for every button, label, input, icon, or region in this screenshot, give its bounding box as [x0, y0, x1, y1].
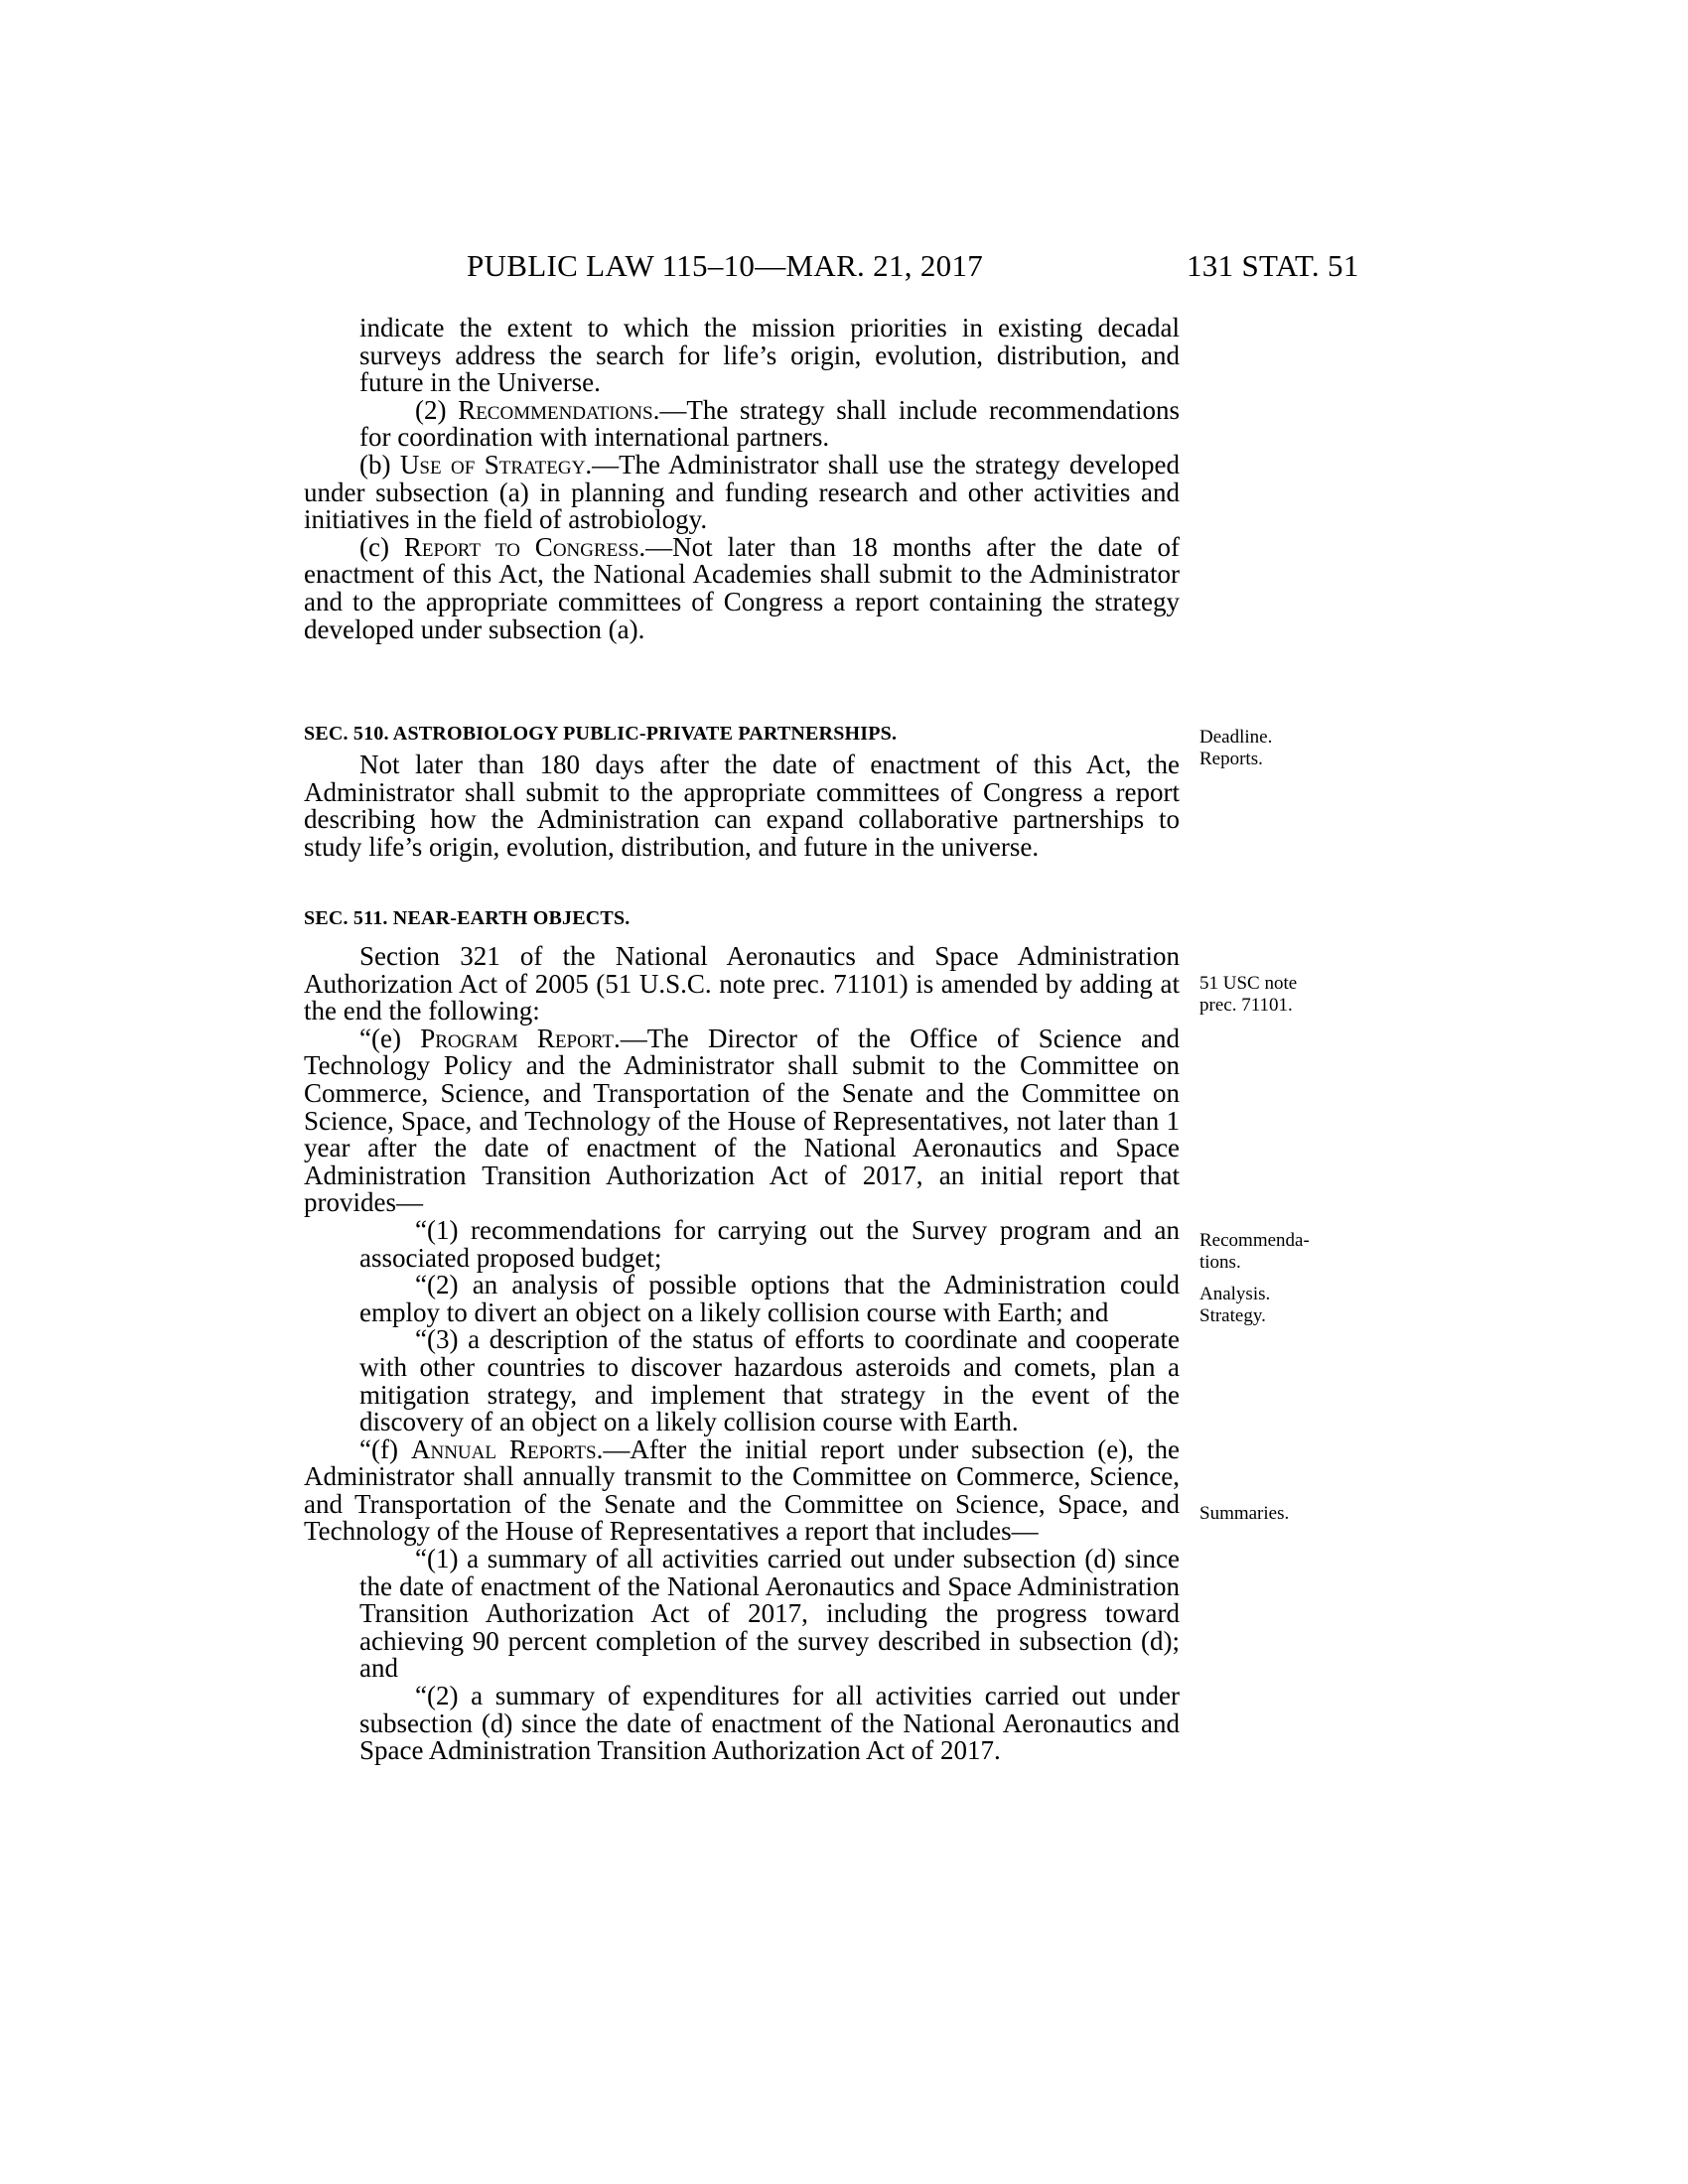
paragraph-text: .—The Administrator shall use the strategy developed under subsection (a) in planning and funding research and other activities and initiatives in the field of astrobiology.	[304, 449, 1181, 535]
page-header-title: PUBLIC LAW 115–10—MAR. 21, 2017	[467, 248, 984, 283]
margin-note-deadline-reports	[1199, 727, 1272, 770]
paragraph-heading: Recommendations	[458, 394, 653, 425]
paragraph-lead: (c)	[359, 531, 404, 562]
paragraph-text: .—After the initial report under subsection (e), the Administrator shall annually transmit to the Committee on Commerce, Science, and Transportation of the Senate and the Committee on Science, Space, and Technology of the House of Representatives a report that includes—	[304, 1433, 1180, 1547]
paragraph-program-report	[304, 1025, 1180, 1217]
paragraph-e2: “(2) an analysis of possible options that the Administration could employ to divert an object on a likely collision course with Earth; and	[359, 1270, 1180, 1327]
margin-note-tions: tions.	[1199, 1252, 1241, 1273]
paragraph-heading: Annual Reports	[410, 1433, 597, 1464]
section-511-heading: SEC. 511. NEAR-EARTH OBJECTS.	[304, 907, 631, 929]
paragraph-text: .—The strategy shall include recommendations for coordination with international partners.	[359, 394, 1180, 453]
paragraph-lead: (b)	[359, 449, 400, 479]
page-header-stat-ref: 131 STAT. 51	[1187, 248, 1359, 283]
paragraph-text: .—Not later than 18 months after the date of enactment of this Act, the National Academies shall submit to the Administrator and to the appropriate committees of Congress a report containing the strategy developed under subsection (a).	[304, 531, 1180, 644]
margin-note-summaries	[1199, 1503, 1289, 1525]
paragraph-lead: (2)	[415, 394, 459, 425]
margin-note-deadline: Deadline.	[1199, 727, 1273, 748]
paragraph-use-of-strategy	[304, 449, 1181, 535]
paragraph-report-to-congress	[304, 531, 1180, 644]
margin-note-recommenda: Recommenda-	[1199, 1230, 1310, 1251]
paragraph-heading: Report to Congress	[403, 531, 639, 562]
paragraph-f1: “(1) a summary of all activities carried out under subsection (d) since the date of enactment of the National Aeronautics and Space Administration Transition Authorization Act of 2017, including the progress toward achieving 90 percent completion of the survey described in subsection (d); and	[359, 1544, 1180, 1684]
margin-note-usc	[1199, 973, 1297, 1017]
paragraph-heading: Use of Strategy	[399, 449, 586, 479]
margin-note-usc-line1: 51 USC note	[1199, 973, 1298, 994]
paragraph-lead: “(f)	[359, 1433, 411, 1464]
margin-note-summaries-text: Summaries.	[1199, 1503, 1290, 1524]
paragraph-annual-reports	[304, 1433, 1180, 1547]
margin-note-usc-line2: prec. 71101.	[1199, 995, 1293, 1016]
margin-note-analysis: Analysis.	[1199, 1284, 1271, 1304]
margin-note-recommendations	[1199, 1230, 1310, 1274]
margin-note-strategy: Strategy.	[1199, 1305, 1266, 1326]
paragraph-continuation: indicate the extent to which the mission priorities in existing decadal surveys address the search for life’s origin, evolution, distribution, and future in the Universe.	[359, 313, 1180, 398]
paragraph-f2: “(2) a summary of expenditures for all activities carried out under subsection (d) since the date of enactment of the National Aeronautics and Space Administration Transition Authorization Act of 2017.	[359, 1681, 1180, 1766]
paragraph-lead: “(e)	[359, 1023, 421, 1053]
section-510-body	[304, 751, 1180, 861]
paragraph-text: .—The Director of the Office of Science and Technology Policy and the Administrator shall submit to the Committee on Commerce, Science, and Transportation of the Senate and the Committee on Science, Space, and Technology of the House of Representatives, not later than 1 year after the date of enactment of the National Aeronautics and Space Administration Transition Authorization Act of 2017, an initial report that provides—	[304, 1023, 1180, 1218]
margin-note-analysis-strategy	[1199, 1284, 1270, 1327]
margin-note-reports: Reports.	[1199, 749, 1263, 769]
paragraph-heading: Program Report	[420, 1023, 614, 1053]
paragraph-e1: “(1) recommendations for carrying out the Survey program and an associated proposed budget;	[359, 1214, 1180, 1273]
paragraph-sec510: Not later than 180 days after the date of enactment of this Act, the Administrator shall submit to the appropriate committees of Congress a report describing how the Administration can expand collaborative partnerships to study life’s origin, evolution, distribution, and future in the universe.	[304, 750, 1180, 862]
section-511-body	[304, 943, 1180, 1765]
paragraph-recommendations	[304, 394, 1180, 453]
paragraph-e3: “(3) a description of the status of efforts to coordinate and cooperate with other countries to discover hazardous asteroids and comets, plan a mitigation strategy, and implement that strategy in the event of the discovery of an object on a likely collision course with Earth.	[359, 1324, 1180, 1437]
section-509-continuation	[304, 315, 1180, 643]
section-510-heading: SEC. 510. ASTROBIOLOGY PUBLIC-PRIVATE PARTNERSHIPS.	[304, 723, 898, 745]
paragraph-sec511-intro: Section 321 of the National Aeronautics and Space Administration Authorization Act of 2005 (51 U.S.C. note prec. 71101) is amended by adding at the end the following:	[304, 941, 1180, 1026]
